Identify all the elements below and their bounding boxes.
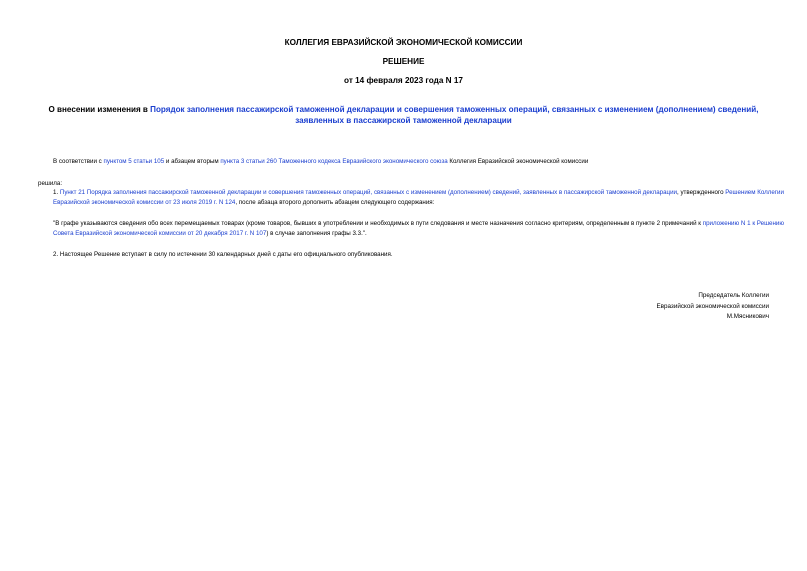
document-date-heading: от 14 февраля 2023 года N 17 — [344, 76, 463, 85]
link-article-105[interactable]: пунктом 5 статьи 105 — [103, 158, 165, 165]
document-title — [36, 104, 771, 126]
signature-position: Председатель Коллегии — [698, 292, 769, 299]
item-1-text-2: , после абзаца второго дополнить абзацем следующего содержания: — [235, 198, 435, 206]
preamble-text-2: и абзацем вторым — [164, 158, 221, 165]
link-decision-124[interactable]: Решением Коллегии Евразийской экономической комиссии от 23 июля 2019 г. N 124 — [53, 189, 784, 206]
item-2-paragraph: 2. Настоящее Решение вступает в силу по истечении 30 календарных дней с даты его официального опубликования. — [53, 251, 393, 258]
preamble-text-3: Коллегия Евразийской экономической комиссии — [447, 158, 589, 165]
link-point-21-procedure[interactable]: Пункт 21 Порядка заполнения пассажирской таможенной декларации и совершения таможенных операций, связанных с изменением (дополнением) сведений, заявленных в пассажирской таможенной декларации — [59, 189, 677, 196]
item-1-number: 1. — [53, 189, 60, 196]
signature-name: М.Мясникович — [726, 313, 769, 320]
signature-organization: Евразийской экономической комиссии — [656, 302, 769, 310]
title-link-procedure[interactable]: Порядок заполнения пассажирской таможенной декларации и совершения таможенных операций, связанных с изменением (дополнением) сведений, заявленных в пассажирской таможенной декларации — [150, 105, 759, 125]
quote-text-1: "В графе указываются сведения обо всех перемещаемых товарах (кроме товаров, бывших в употреблении и необходимых в пути следования и месте назначения согласно критериям, определенным в пункте 2 примечаний к — [53, 220, 703, 227]
quoted-paragraph — [38, 219, 784, 238]
preamble-paragraph — [38, 157, 784, 167]
preamble-text-1: В соответствии с — [53, 158, 104, 165]
title-prefix: О внесении изменения в — [48, 105, 151, 114]
issuer-heading: КОЛЛЕГИЯ ЕВРАЗИЙСКОЙ ЭКОНОМИЧЕСКОЙ КОМИССИИ — [284, 38, 523, 47]
quote-text-2: ) в случае заполнения графы 3.3.". — [266, 229, 367, 237]
link-appendix-decision-107[interactable]: приложению N 1 к Решению Совета Евразийской экономической комиссии от 20 декабря 2017 г. N 107 — [53, 220, 784, 237]
item-1-paragraph — [38, 188, 784, 207]
document-type-heading: РЕШЕНИЕ — [382, 57, 425, 66]
link-article-260-customs-code[interactable]: пункта 3 статьи 260 Таможенного кодекса Евразийского экономического союза — [220, 158, 448, 165]
item-1-text-1: , утвержденного — [677, 189, 726, 196]
signature-block — [569, 291, 769, 323]
decided-label: решила: — [38, 180, 63, 187]
